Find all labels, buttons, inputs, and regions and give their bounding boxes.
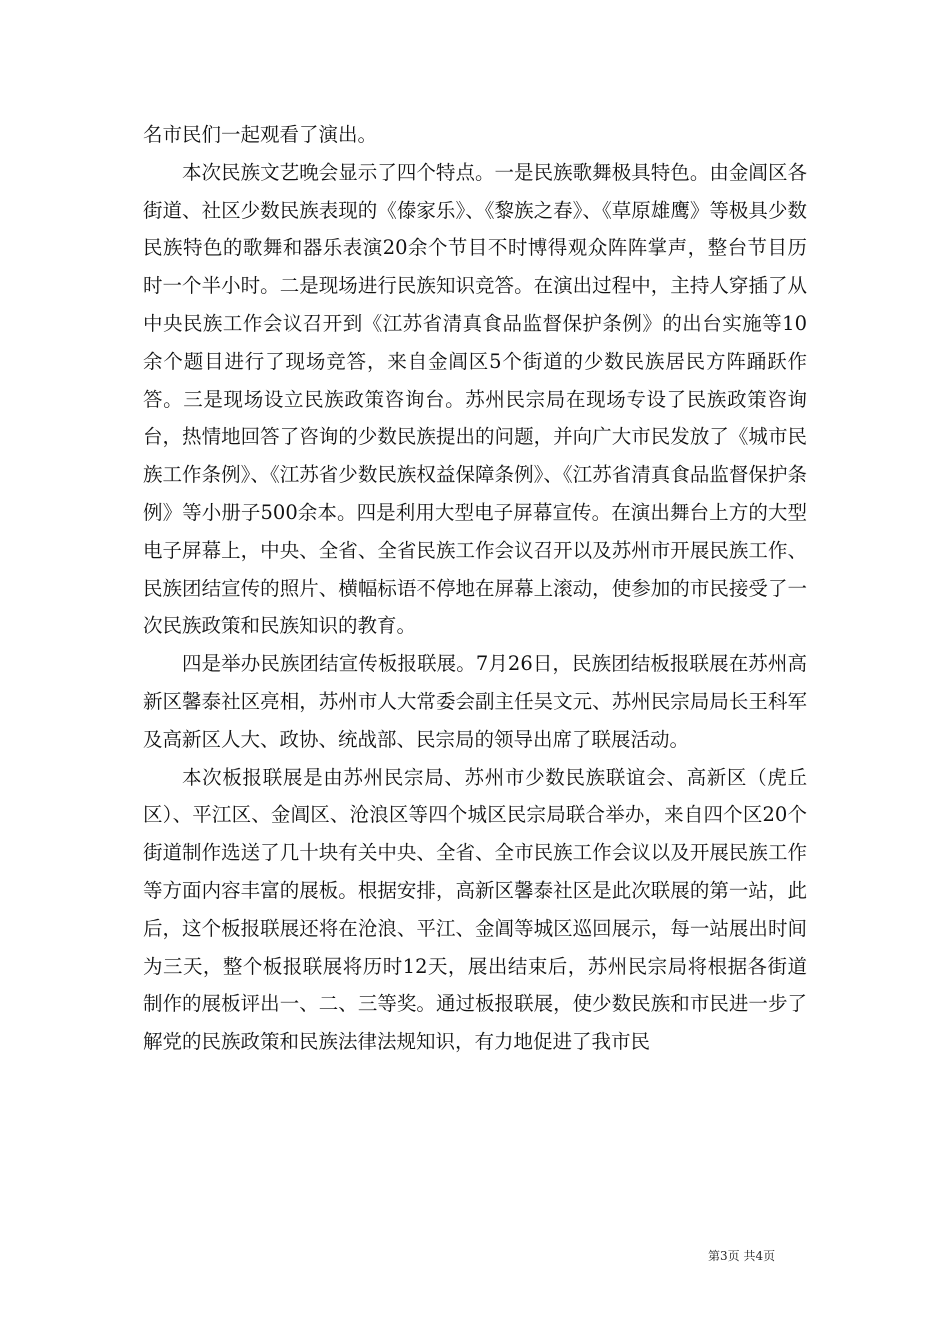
paragraph-continuation: 名市民们一起观看了演出。: [143, 123, 378, 146]
page-number: 第3页 共4页: [708, 1249, 776, 1263]
paragraph-exhibition-details: 本次板报联展是由苏州民宗局、苏州市少数民族联谊会、高新区（虎丘区）、平江区、金阊区、沧浪区等四个城区民宗局联合举办，来自四个区20个街道制作选送了几十块有关中央、全省、全市民族工作会议以及开展民族工作等方面内容丰富的展板。根据安排，高新区馨泰社区是此次联展的第一站，此后，这个板报联展还将在沧浪、平江、金阊等城区巡回展示，每一站展出时间为三天，整个板报联展将历时12天，展出结束后，苏州民宗局将根据各街道制作的展板评出一、二、三等奖。通过板报联展，使少数民族和市民进一步了解党的民族政策和民族法律法规知识，有力地促进了我市民: [143, 765, 807, 1054]
paragraph-board-exhibition: 四是举办民族团结宣传板报联展。7月26日，民族团结板报联展在苏州高新区馨泰社区亮相，苏州市人大常委会副主任吴文元、苏州民宗局局长王科军及高新区人大、政协、统战部、民宗局的领导出席了联展活动。: [143, 652, 807, 751]
paragraph-evening-features: 本次民族文艺晚会显示了四个特点。一是民族歌舞极具特色。由金阊区各街道、社区少数民族表现的《傣家乐》、《黎族之春》、《草原雄鹰》等极具少数民族特色的歌舞和器乐表演20余个节目不时博得观众阵阵掌声，整台节目历时一个半小时。二是现场进行民族知识竞答。在演出过程中，主持人穿插了从中央民族工作会议召开到《江苏省清真食品监督保护条例》的出台实施等10余个题目进行了现场竞答，来自金阊区5个街道的少数民族居民方阵踊跃作答。三是现场设立民族政策咨询台。苏州民宗局在现场专设了民族政策咨询台，热情地回答了咨询的少数民族提出的问题，并向广大市民发放了《城市民族工作条例》、《江苏省少数民族权益保障条例》、《江苏省清真食品监督保护条例》等小册子500余本。四是利用大型电子屏幕宣传。在演出舞台上方的大型电子屏幕上，中央、全省、全省民族工作会议召开以及苏州市开展民族工作、民族团结宣传的照片、横幅标语不停地在屏幕上滚动，使参加的市民接受了一次民族政策和民族知识的教育。: [143, 160, 807, 638]
document-body: [143, 116, 807, 1061]
